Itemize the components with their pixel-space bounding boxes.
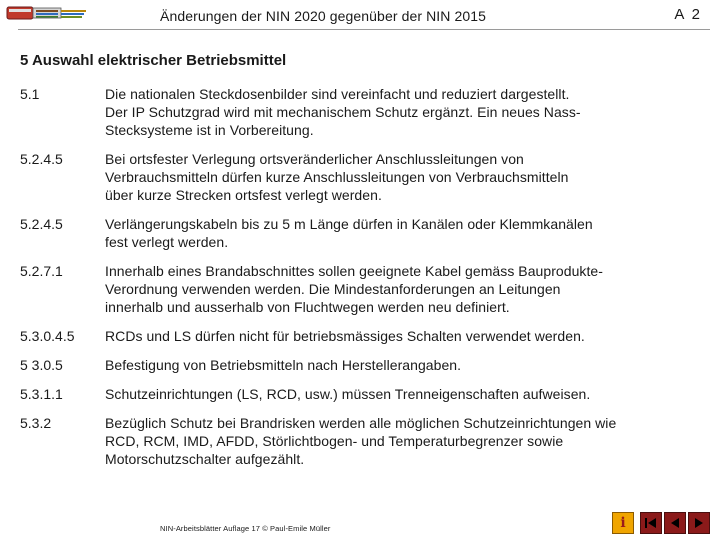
item-text <box>105 85 685 139</box>
text-line: Innerhalb eines Brandabschnittes sollen geeignete Kabel gemäss Bauprodukte- <box>105 263 603 279</box>
list-item <box>20 150 710 204</box>
text-line: Bei ortsfester Verlegung ortsveränderlicher Anschlussleitungen von <box>105 151 524 167</box>
item-number: 5.1 <box>20 86 40 102</box>
item-text <box>105 262 685 316</box>
item-number: 5.3.1.1 <box>20 386 63 402</box>
list-item <box>20 327 710 345</box>
text-line: innerhalb und ausserhalb von Fluchtwegen werden neu definiert. <box>105 299 510 315</box>
item-number: 5.3.0.4.5 <box>20 328 75 344</box>
cable-logo-icon <box>6 4 88 22</box>
item-number: 5 3.0.5 <box>20 357 63 373</box>
text-line: Verordnung verwenden werden. Die Mindestanforderungen an Leitungen <box>105 281 561 297</box>
item-text <box>105 414 685 468</box>
next-page-icon <box>692 516 706 530</box>
item-text <box>105 385 685 403</box>
page-id: A 2 <box>674 6 702 23</box>
change-list <box>20 85 710 479</box>
section-title: 5 Auswahl elektrischer Betriebsmittel <box>20 52 287 69</box>
text-line: Verlängerungskabeln bis zu 5 m Länge dürfen in Kanälen oder Klemmkanälen <box>105 216 593 232</box>
text-line: Motorschutzschalter aufgezählt. <box>105 451 305 467</box>
item-text <box>105 356 685 374</box>
previous-page-button[interactable] <box>664 512 686 534</box>
list-item <box>20 385 710 403</box>
list-item <box>20 356 710 374</box>
info-icon: i <box>620 515 626 531</box>
text-line: RCD, RCM, IMD, AFDD, Störlichtbogen- und Temperaturbegrenzer sowie <box>105 433 564 449</box>
info-button[interactable] <box>612 512 634 534</box>
header-divider <box>18 29 710 30</box>
item-number: 5.3.2 <box>20 415 52 431</box>
item-text <box>105 150 685 204</box>
header-title: Änderungen der NIN 2020 gegenüber der NIN 2015 <box>160 8 487 24</box>
text-line: fest verlegt werden. <box>105 234 229 250</box>
text-line: Verbrauchsmitteln dürfen kurze Anschlussleitungen von Verbrauchsmitteln <box>105 169 569 185</box>
item-text <box>105 327 685 345</box>
footer-credit: NIN-Arbeitsblätter Auflage 17 © Paul-Emile Müller <box>160 524 331 533</box>
item-number: 5.2.4.5 <box>20 216 63 232</box>
previous-page-icon <box>668 516 682 530</box>
text-line: Schutzeinrichtungen (LS, RCD, usw.) müssen Trenneigenschaften aufweisen. <box>105 386 591 402</box>
next-page-button[interactable] <box>688 512 710 534</box>
item-text <box>105 215 685 251</box>
first-page-button[interactable] <box>640 512 662 534</box>
list-item <box>20 262 710 316</box>
list-item <box>20 414 710 468</box>
text-line: über kurze Strecken ortsfest verlegt werden. <box>105 187 382 203</box>
text-line: Die nationalen Steckdosenbilder sind vereinfacht und reduziert dargestellt. <box>105 86 570 102</box>
text-line: Der IP Schutzgrad wird mit mechanischem Schutz ergänzt. Ein neues Nass- <box>105 104 581 120</box>
text-line: Befestigung von Betriebsmitteln nach Herstellerangaben. <box>105 357 462 373</box>
list-item <box>20 215 710 251</box>
item-number: 5.2.4.5 <box>20 151 63 167</box>
list-item <box>20 85 710 139</box>
item-number: 5.2.7.1 <box>20 263 63 279</box>
text-line: Stecksysteme ist in Vorbereitung. <box>105 122 314 138</box>
text-line: Bezüglich Schutz bei Brandrisken werden alle möglichen Schutzeinrichtungen wie <box>105 415 617 431</box>
text-line: RCDs und LS dürfen nicht für betriebsmässiges Schalten verwendet werden. <box>105 328 585 344</box>
first-page-icon <box>644 516 658 530</box>
